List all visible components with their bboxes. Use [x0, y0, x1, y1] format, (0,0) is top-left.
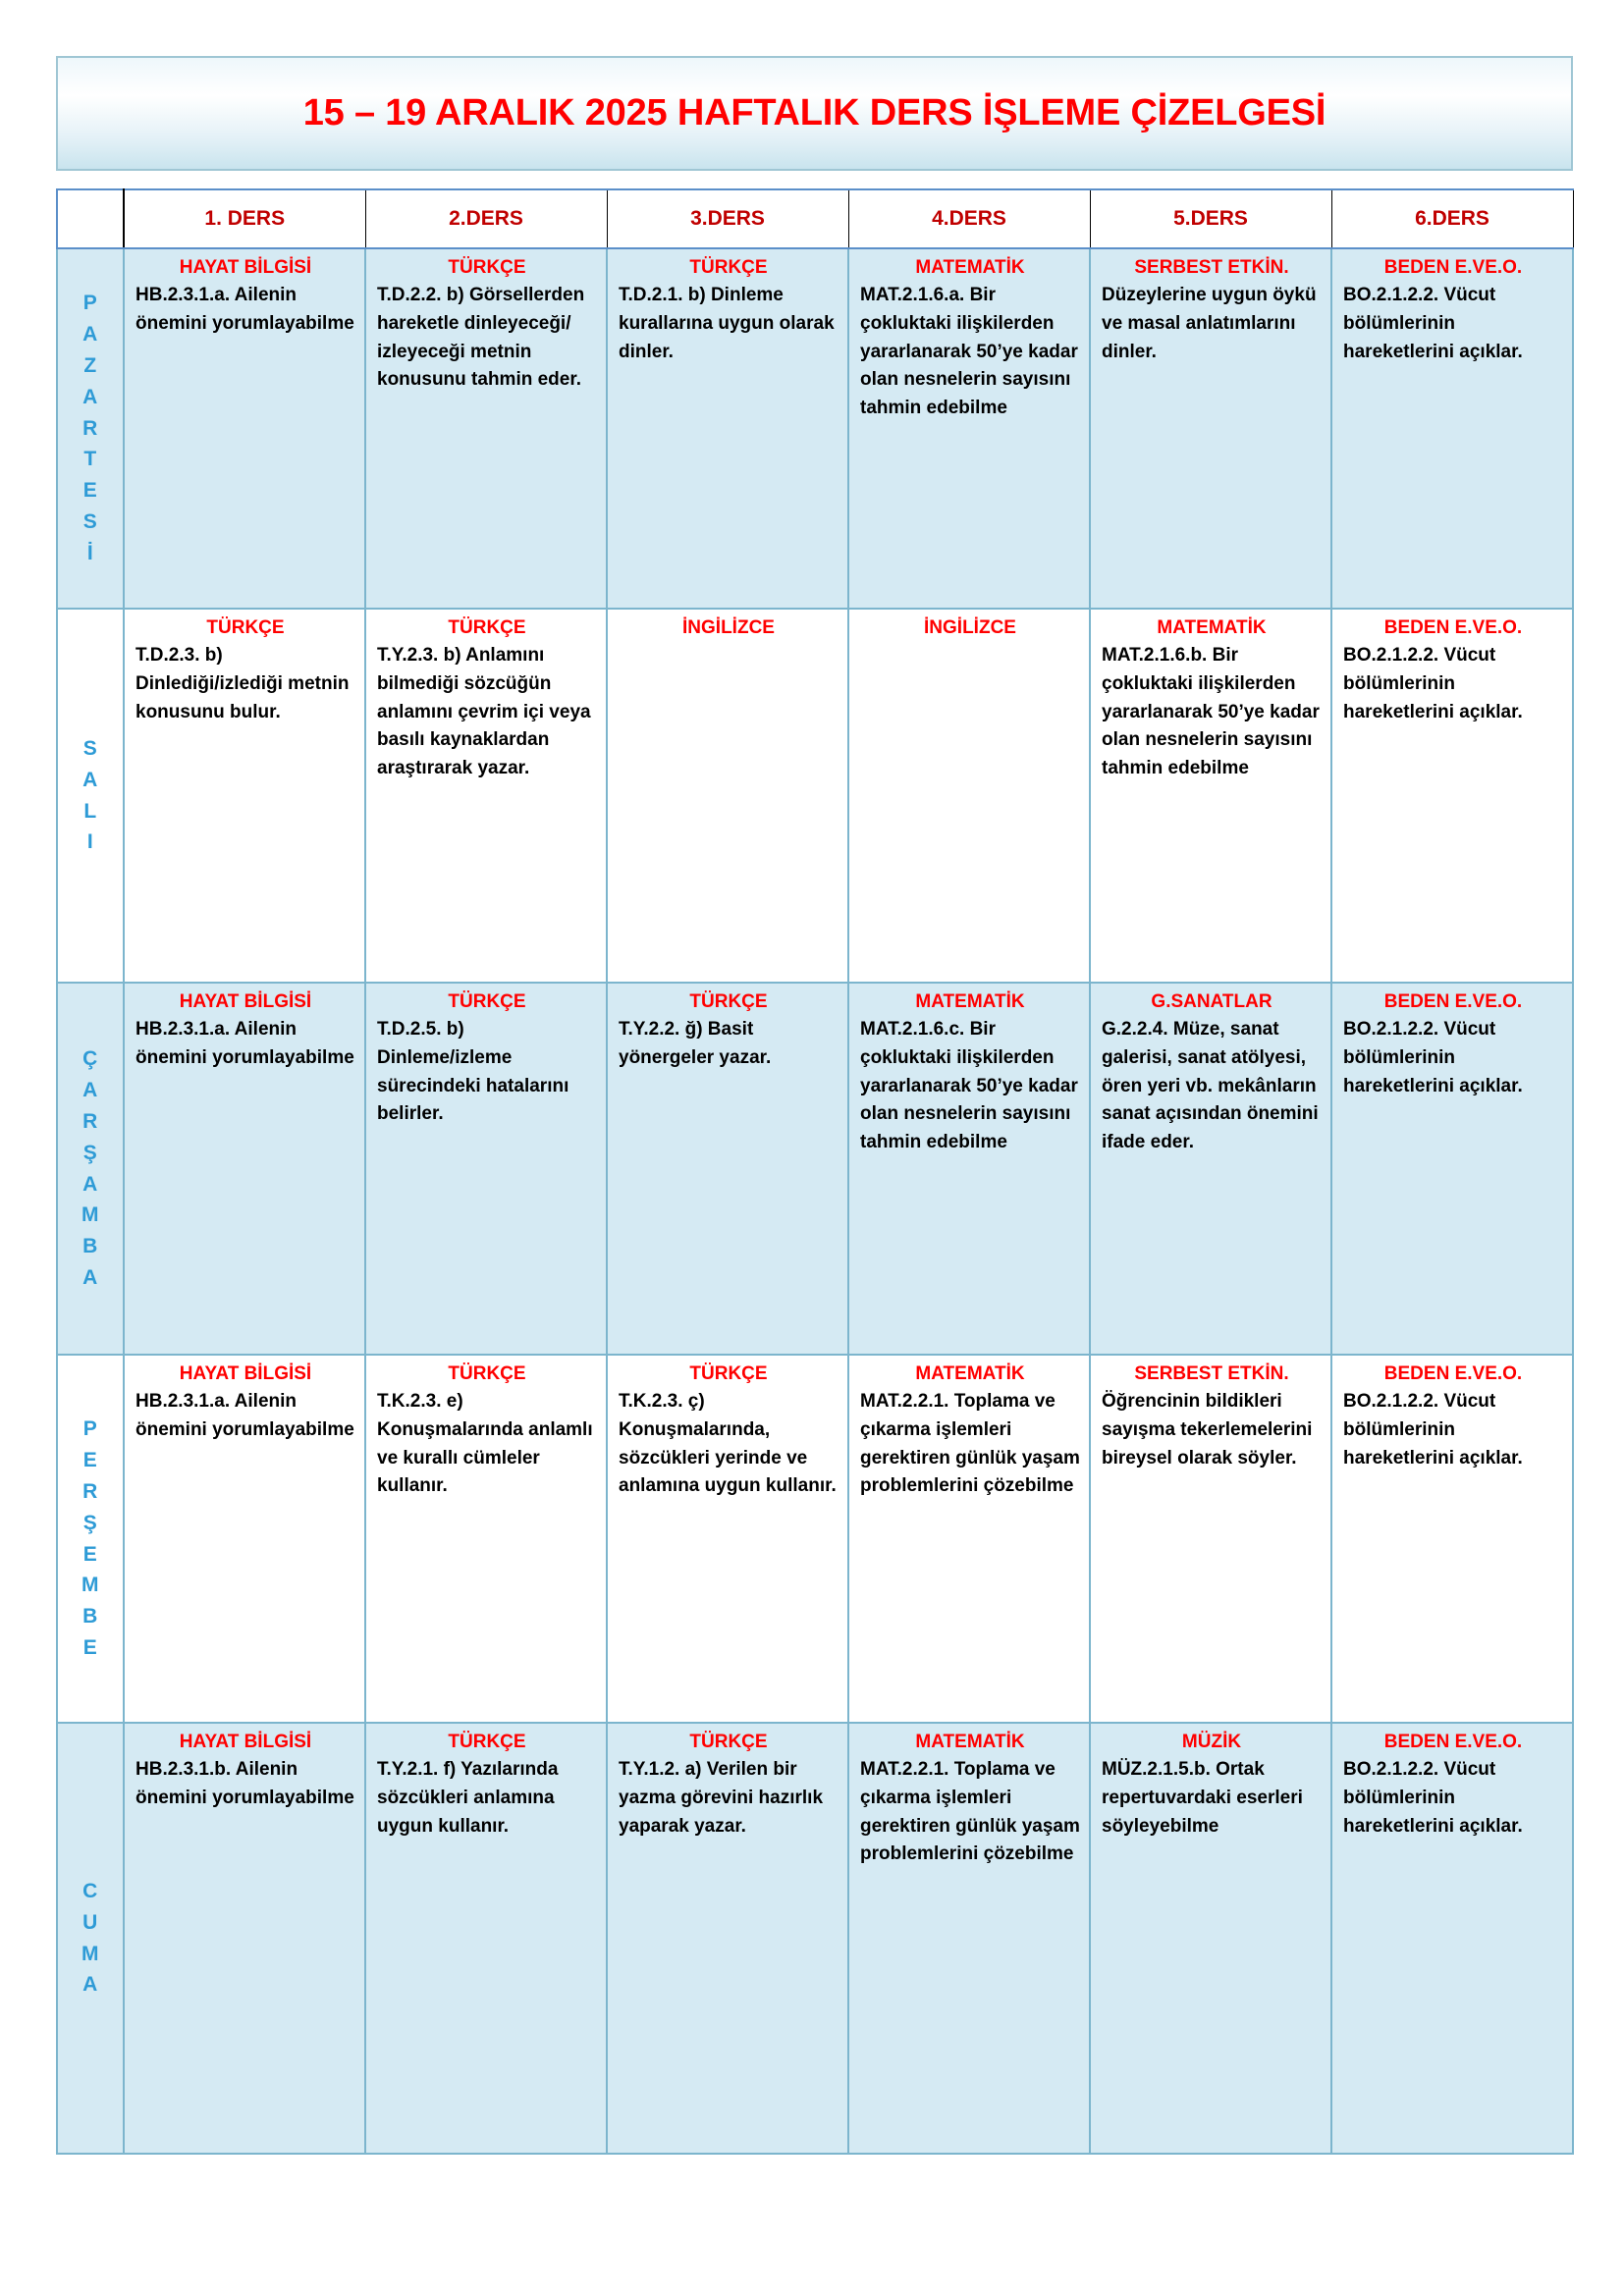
cell-tuesday-lesson-4 — [848, 609, 1090, 983]
table-row — [57, 1355, 1573, 1723]
page-title: 15 – 19 ARALIK 2025 HAFTALIK DERS İŞLEME ÇİZELGESİ — [302, 91, 1326, 133]
header-lesson-2 — [365, 189, 607, 248]
day-letter: P — [82, 1416, 98, 1440]
cell-friday-lesson-1 — [124, 1723, 365, 2154]
cell-monday-lesson-1 — [124, 248, 365, 609]
day-label-wednesday — [58, 1043, 123, 1294]
cell-tuesday-lesson-5 — [1090, 609, 1331, 983]
cell-monday-lesson-4 — [848, 248, 1090, 609]
subject-label: BEDEN E.VE.O. — [1383, 1363, 1523, 1384]
subject-label: İNGİLİZCE — [924, 617, 1016, 638]
day-letter: E — [82, 479, 98, 503]
day-letter: Ç — [82, 1046, 98, 1070]
objective-text: T.D.2.2. b) Görsellerden hareketle dinleyeceği/ izleyeceği metnin konusunu tahmin eder. — [377, 284, 585, 391]
cell-thursday-lesson-3 — [607, 1355, 848, 1723]
cell-friday-lesson-4 — [848, 1723, 1090, 2154]
objective-text: Düzeylerine uygun öykü ve masal anlatımlarını dinler. — [1102, 284, 1317, 362]
table-row — [57, 609, 1573, 983]
subject-label: HAYAT BİLGİSİ — [179, 1363, 312, 1384]
objective-text: T.Y.2.3. b) Anlamını bilmediği sözcüğün anlamını çevrim içi veya basılı kaynaklardan araştırarak yazar. — [377, 644, 591, 779]
cell-tuesday-lesson-2 — [365, 609, 607, 983]
subject-label: BEDEN E.VE.O. — [1383, 1732, 1523, 1752]
cell-thursday-lesson-1 — [124, 1355, 365, 1723]
day-label-friday — [58, 1876, 123, 2002]
objective-text: MAT.2.1.6.c. Bir çokluktaki ilişkilerden yararlanarak 50’ye kadar olan nesnelerin sayısını tahmin edebilme — [860, 1018, 1078, 1153]
objective-text: MÜZ.2.1.5.b. Ortak repertuvardaki eserleri söyleyebilme — [1102, 1758, 1303, 1837]
cell-friday-lesson-5 — [1090, 1723, 1331, 2154]
objective-text: BO.2.1.2.2. Vücut bölümlerinin hareketlerini açıklar. — [1343, 1390, 1523, 1468]
cell-monday-lesson-3 — [607, 248, 848, 609]
day-label-cell-tuesday — [57, 609, 124, 983]
day-letter: R — [82, 1109, 98, 1133]
day-letter: I — [86, 830, 94, 854]
subject-label: HAYAT BİLGİSİ — [179, 1732, 312, 1752]
cell-monday-lesson-5 — [1090, 248, 1331, 609]
day-label-thursday — [58, 1414, 123, 1664]
header-lesson-1 — [124, 189, 365, 248]
subject-label: HAYAT BİLGİSİ — [179, 257, 312, 278]
day-letter: A — [82, 385, 98, 408]
day-letter: A — [82, 1172, 98, 1196]
table-row — [57, 248, 1573, 609]
objective-text: MAT.2.2.1. Toplama ve çıkarma işlemleri gerektiren günlük yaşam problemlerini çözebilme — [860, 1758, 1080, 1865]
day-letter: B — [82, 1605, 98, 1629]
header-lesson-5-label: 5.DERS — [1173, 207, 1248, 230]
objective-text: BO.2.1.2.2. Vücut bölümlerinin hareketlerini açıklar. — [1343, 644, 1523, 722]
subject-label: İNGİLİZCE — [682, 617, 775, 638]
header-lesson-6-label: 6.DERS — [1415, 207, 1489, 230]
objective-text: T.D.2.3. b) Dinlediği/izlediği metnin konusunu bulur. — [135, 644, 350, 722]
cell-thursday-lesson-5 — [1090, 1355, 1331, 1723]
subject-label: TÜRKÇE — [448, 257, 526, 278]
objective-text: BO.2.1.2.2. Vücut bölümlerinin hareketlerini açıklar. — [1343, 1018, 1523, 1096]
subject-label: SERBEST ETKİN. — [1134, 257, 1289, 278]
cell-monday-lesson-6 — [1331, 248, 1573, 609]
subject-label: TÜRKÇE — [448, 1363, 526, 1384]
day-label-cell-friday — [57, 1723, 124, 2154]
day-label-cell-monday — [57, 248, 124, 609]
objective-text: MAT.2.1.6.b. Bir çokluktaki ilişkilerden yararlanarak 50’ye kadar olan nesnelerin sayısını tahmin edebilme — [1102, 644, 1320, 779]
cell-wednesday-lesson-1 — [124, 983, 365, 1355]
day-letter: M — [81, 1574, 99, 1597]
day-letter: M — [81, 1203, 99, 1227]
cell-tuesday-lesson-3 — [607, 609, 848, 983]
cell-wednesday-lesson-2 — [365, 983, 607, 1355]
header-lesson-1-label: 1. DERS — [204, 207, 286, 230]
day-letter: R — [82, 416, 98, 440]
day-letter: A — [82, 1266, 98, 1290]
objective-text: T.K.2.3. e) Konuşmalarında anlamlı ve kurallı cümleler kullanır. — [377, 1390, 593, 1497]
cell-tuesday-lesson-6 — [1331, 609, 1573, 983]
subject-label: TÜRKÇE — [206, 617, 285, 638]
day-letter: A — [82, 1973, 98, 1997]
objective-text: MAT.2.2.1. Toplama ve çıkarma işlemleri gerektiren günlük yaşam problemlerini çözebilme — [860, 1390, 1080, 1497]
objective-text: T.Y.2.1. f) Yazılarında sözcükleri anlamına uygun kullanır. — [377, 1758, 559, 1837]
subject-label: MATEMATİK — [915, 257, 1025, 278]
cell-wednesday-lesson-3 — [607, 983, 848, 1355]
subject-label: TÜRKÇE — [689, 991, 768, 1012]
objective-text: MAT.2.1.6.a. Bir çokluktaki ilişkilerden yararlanarak 50’ye kadar olan nesnelerin sayısını tahmin edebilme — [860, 284, 1078, 419]
cell-wednesday-lesson-5 — [1090, 983, 1331, 1355]
cell-friday-lesson-3 — [607, 1723, 848, 2154]
day-letter: L — [83, 799, 97, 823]
subject-label: MATEMATİK — [1157, 617, 1267, 638]
day-letter: U — [82, 1910, 98, 1934]
header-corner-cell — [57, 189, 124, 248]
subject-label: BEDEN E.VE.O. — [1383, 257, 1523, 278]
day-letter: İ — [86, 542, 94, 565]
day-letter: E — [82, 1448, 98, 1471]
subject-label: MATEMATİK — [915, 1363, 1025, 1384]
day-letter: Z — [83, 353, 97, 377]
day-letter: C — [82, 1879, 98, 1902]
objective-text: T.D.2.1. b) Dinleme kurallarına uygun olarak dinler. — [619, 284, 835, 362]
day-label-cell-wednesday — [57, 983, 124, 1355]
header-row — [57, 189, 1573, 248]
header-lesson-2-label: 2.DERS — [449, 207, 523, 230]
cell-wednesday-lesson-6 — [1331, 983, 1573, 1355]
day-letter: B — [82, 1235, 98, 1258]
day-label-cell-thursday — [57, 1355, 124, 1723]
cell-friday-lesson-6 — [1331, 1723, 1573, 2154]
subject-label: MATEMATİK — [915, 991, 1025, 1012]
objective-text: T.Y.2.2. ğ) Basit yönergeler yazar. — [619, 1018, 772, 1068]
subject-label: BEDEN E.VE.O. — [1383, 991, 1523, 1012]
weekly-schedule-table — [56, 188, 1574, 2155]
day-letter: T — [83, 448, 97, 471]
day-letter: M — [81, 1942, 99, 1965]
subject-label: TÜRKÇE — [689, 1732, 768, 1752]
cell-thursday-lesson-2 — [365, 1355, 607, 1723]
objective-text: T.Y.1.2. a) Verilen bir yazma görevini hazırlık yaparak yazar. — [619, 1758, 824, 1837]
day-letter: S — [82, 510, 98, 534]
day-letter: E — [82, 1636, 98, 1660]
title-banner — [56, 56, 1573, 171]
table-body — [57, 248, 1573, 2154]
day-label-tuesday — [58, 733, 123, 859]
objective-text: BO.2.1.2.2. Vücut bölümlerinin hareketlerini açıklar. — [1343, 284, 1523, 362]
day-letter: A — [82, 768, 98, 791]
day-letter: S — [82, 736, 98, 760]
objective-text: HB.2.3.1.a. Ailenin önemini yorumlayabilme — [135, 1390, 354, 1440]
header-lesson-4-label: 4.DERS — [932, 207, 1006, 230]
day-letter: Ş — [82, 1141, 98, 1164]
subject-label: G.SANATLAR — [1151, 991, 1272, 1012]
cell-friday-lesson-2 — [365, 1723, 607, 2154]
objective-text: T.D.2.5. b) Dinleme/izleme sürecindeki hatalarını belirler. — [377, 1018, 569, 1125]
day-letter: E — [82, 1542, 98, 1566]
subject-label: MÜZİK — [1181, 1732, 1242, 1752]
table-row — [57, 983, 1573, 1355]
subject-label: TÜRKÇE — [689, 1363, 768, 1384]
header-lesson-5 — [1090, 189, 1331, 248]
objective-text: Öğrencinin bildikleri sayışma tekerlemelerini bireysel olarak söyler. — [1102, 1390, 1313, 1468]
header-lesson-3-label: 3.DERS — [690, 207, 765, 230]
subject-label: TÜRKÇE — [448, 617, 526, 638]
header-lesson-4 — [848, 189, 1090, 248]
subject-label: TÜRKÇE — [448, 991, 526, 1012]
objective-text: T.K.2.3. ç) Konuşmalarında, sözcükleri yerinde ve anlamına uygun kullanır. — [619, 1390, 837, 1497]
objective-text: BO.2.1.2.2. Vücut bölümlerinin hareketlerini açıklar. — [1343, 1758, 1523, 1837]
day-letter: A — [82, 1078, 98, 1101]
header-lesson-3 — [607, 189, 848, 248]
cell-thursday-lesson-6 — [1331, 1355, 1573, 1723]
header-lesson-6 — [1331, 189, 1573, 248]
subject-label: HAYAT BİLGİSİ — [179, 991, 312, 1012]
subject-label: BEDEN E.VE.O. — [1383, 617, 1523, 638]
subject-label: TÜRKÇE — [689, 257, 768, 278]
subject-label: SERBEST ETKİN. — [1134, 1363, 1289, 1384]
table-header — [57, 189, 1573, 248]
cell-wednesday-lesson-4 — [848, 983, 1090, 1355]
day-letter: Ş — [82, 1511, 98, 1534]
day-label-monday — [58, 288, 123, 569]
subject-label: MATEMATİK — [915, 1732, 1025, 1752]
table-row — [57, 1723, 1573, 2154]
objective-text: HB.2.3.1.a. Ailenin önemini yorumlayabilme — [135, 284, 354, 334]
day-letter: P — [82, 291, 98, 314]
objective-text: G.2.2.4. Müze, sanat galerisi, sanat atölyesi, ören yeri vb. mekânların sanat açısından önemini ifade eder. — [1102, 1018, 1319, 1153]
cell-thursday-lesson-4 — [848, 1355, 1090, 1723]
day-letter: A — [82, 322, 98, 346]
cell-monday-lesson-2 — [365, 248, 607, 609]
subject-label: TÜRKÇE — [448, 1732, 526, 1752]
cell-tuesday-lesson-1 — [124, 609, 365, 983]
objective-text: HB.2.3.1.b. Ailenin önemini yorumlayabilme — [135, 1758, 354, 1808]
objective-text: HB.2.3.1.a. Ailenin önemini yorumlayabilme — [135, 1018, 354, 1068]
day-letter: R — [82, 1479, 98, 1503]
